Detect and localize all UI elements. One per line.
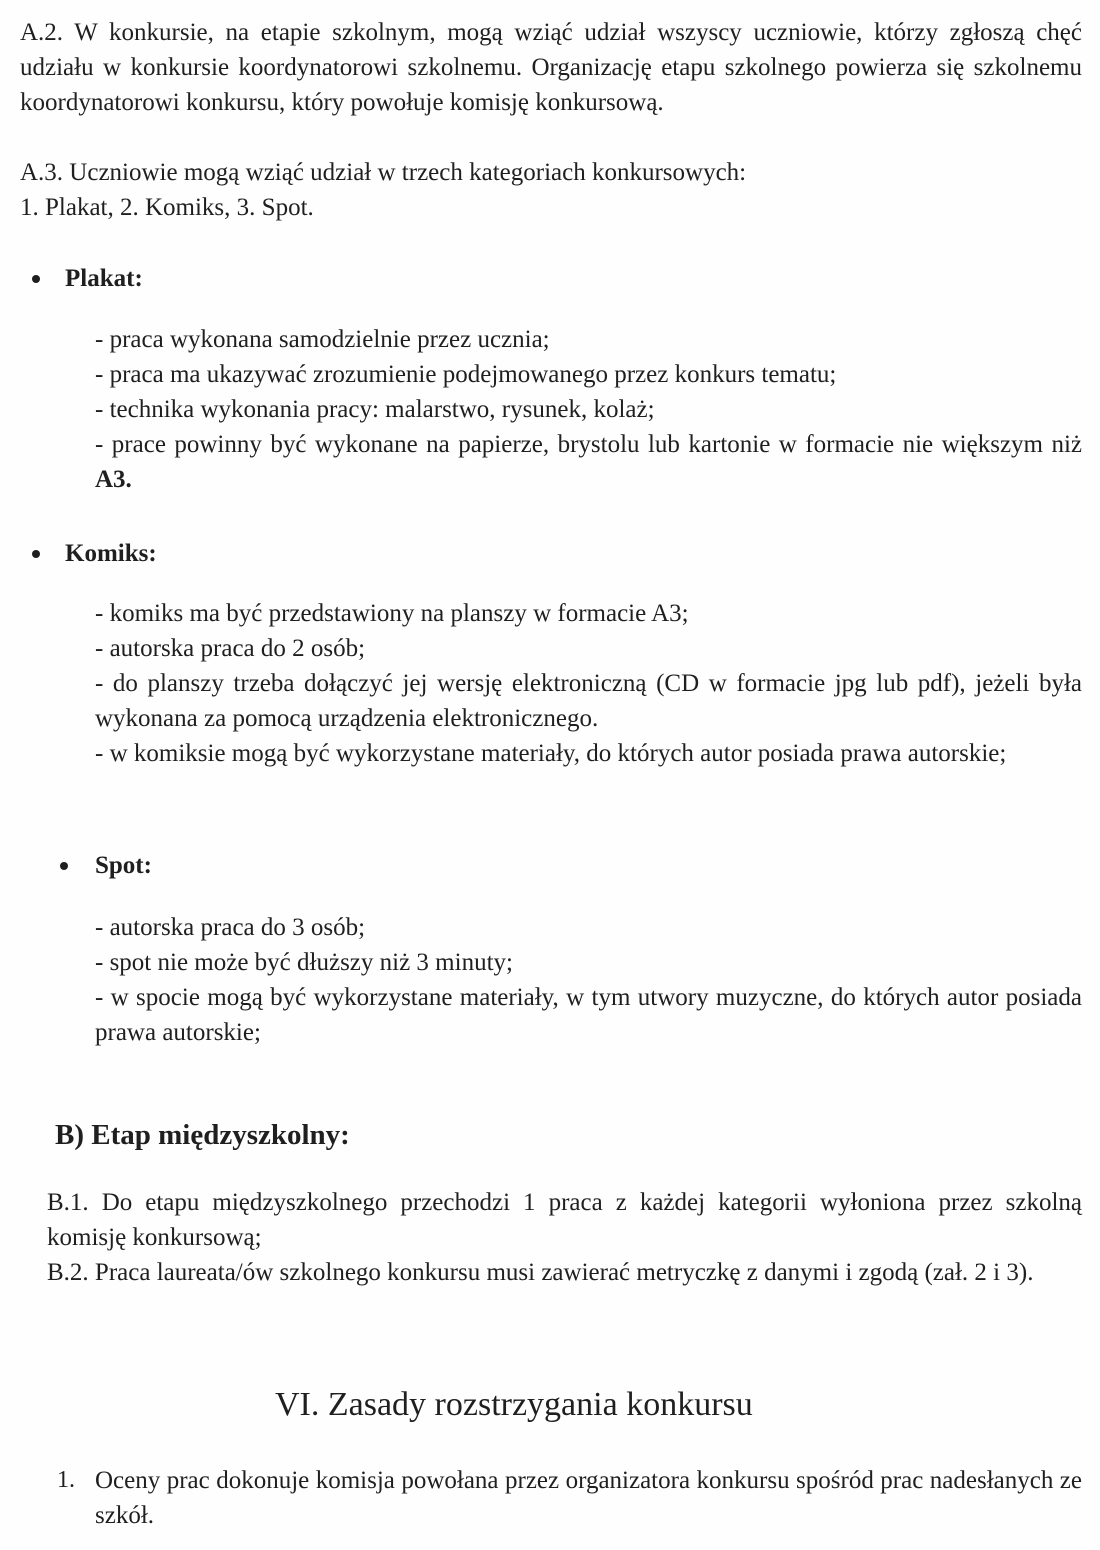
section-b-heading: B) Etap międzyszkolny: [55, 1119, 350, 1151]
komiks-heading: Komiks: [65, 540, 157, 567]
komiks-item-3: - do planszy trzeba dołączyć jej wersję elektroniczną (CD w formacie jpg lub pdf), jeżeli była wykonana za pomocą urządzenia elektronicznego. [95, 670, 1082, 732]
komiks-item-4: - w komiksie mogą być wykorzystane materiały, do których autor posiada prawa autorskie; [95, 740, 1007, 767]
plakat-format-bold: A3. [95, 466, 132, 493]
plakat-item-2: - praca ma ukazywać zrozumienie podejmowanego przez konkurs tematu; [95, 361, 837, 388]
paragraph-a2: A.2. W konkursie, na etapie szkolnym, mogą wziąć udział wszyscy uczniowie, którzy zgłoszą chęć udziału w konkursie koordynatorowi szkolnemu. Organizację etapu szkolnego powierza się szkolnemu koordynatorowi konkursu, który powołuje komisję konkursową. [20, 19, 1082, 116]
bullet-icon [32, 550, 40, 558]
plakat-item-4-text: - prace powinny być wykonane na papierze, brystolu lub kartonie w formacie nie większym niż [95, 431, 1082, 458]
bullet-icon [60, 862, 68, 870]
rule-1-number: 1. [57, 1467, 75, 1493]
spot-item-2: - spot nie może być dłuższy niż 3 minuty; [95, 949, 513, 976]
spot-item-3: - w spocie mogą być wykorzystane materiały, w tym utwory muzyczne, do których autor posiada prawa autorskie; [95, 984, 1082, 1046]
plakat-heading: Plakat: [65, 265, 143, 292]
section-vi-heading: VI. Zasady rozstrzygania konkursu [275, 1386, 753, 1423]
rule-1-text: Oceny prac dokonuje komisja powołana przez organizatora konkursu spośród prac nadesłanych ze szkół. [95, 1467, 1082, 1529]
plakat-item-4 [95, 427, 1082, 497]
paragraph-b1: B.1. Do etapu międzyszkolnego przechodzi 1 praca z każdej kategorii wyłoniona przez szkolną komisję konkursową; [47, 1189, 1082, 1251]
paragraph-b2: B.2. Praca laureata/ów szkolnego konkursu musi zawierać metryczkę z danymi i zgodą (zał. 2 i 3). [47, 1259, 1034, 1286]
spot-heading: Spot: [95, 852, 152, 879]
bullet-icon [32, 275, 40, 283]
komiks-item-2: - autorska praca do 2 osób; [95, 635, 366, 662]
category-list: 1. Plakat, 2. Komiks, 3. Spot. [20, 194, 314, 221]
spot-item-1: - autorska praca do 3 osób; [95, 914, 366, 941]
komiks-item-1: - komiks ma być przedstawiony na planszy w formacie A3; [95, 600, 689, 627]
plakat-item-3: - technika wykonania pracy: malarstwo, rysunek, kolaż; [95, 396, 655, 423]
plakat-item-1: - praca wykonana samodzielnie przez ucznia; [95, 326, 550, 353]
paragraph-a3: A.3. Uczniowie mogą wziąć udział w trzech kategoriach konkursowych: [20, 159, 747, 186]
